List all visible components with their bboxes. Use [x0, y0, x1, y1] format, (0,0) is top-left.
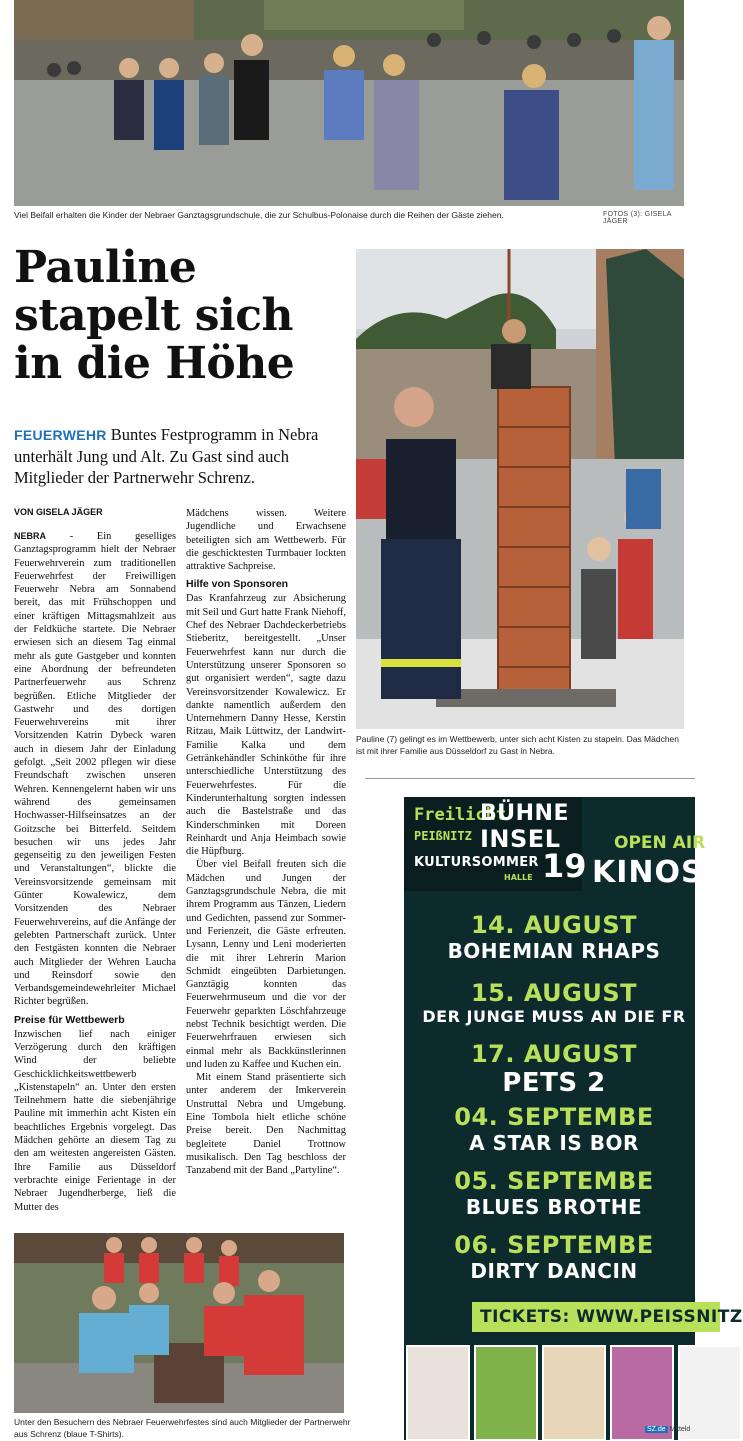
article-headline: Pauline stapelt sich in die Höhe [14, 242, 295, 389]
kino-advertisement [404, 797, 743, 1440]
movie-poster-dirty-dancing [406, 1345, 470, 1441]
paragraph-1: NEBRA - Ein geselliges Ganztagsprogramm hielt der Nebraer Feuerwehrverein zum traditionellen Feuerwehrfest der Freiwilligen Feuerwehr Nebra am Sonnabend bereit, das mit Frühschoppen und einer kräftigen Mittagsmahlzeit aus der Feldküche startete. Die Nebraer erwiesen sich an diesem Tag einmal mehr als gute Gastgeber und konnten eine Abordnung der befreundeten Partnerfeuerwehr aus Schrenz begrüßen. Etliche Mitglieder der Gastwehr und des dortigen Feuerwehrvereins mit ihrer Vorsitzenden Katrin Dybeck waren auch in diesem Jahr der Einladung gefolgt. „Seit 2002 pflegen wir diese Freundschaft zwischen unseren Wehren. Kennengelernt haben wir uns während des gemeinsamen Hochwasser-Hilfseinsatzes an der Goitzsche bei Bitterfeld. Seitdem besuchen wir uns jedes Jahr gegenseitig zu den jeweiligen Festen und Veranstaltungen“, blickte die Vereinsvorsitzende gemeinsam mit Günter Kowalewicz, dem Vorsitzenden des Nebraer Feuerwehrvereins, auf die Anfänge der gelebten Partnerschaft zurück. Unter den Festgästen konnten die Nebraer auch Mitglieder der Wehren Laucha und Reinsdorf sowie den Verbandsgemeindewehrleiter Michael Richter begrüßen. [14, 531, 176, 1008]
event-title: DIRTY DANCIN [470, 1259, 638, 1283]
event-6 [404, 1231, 704, 1283]
movie-poster-der-junge [474, 1345, 538, 1441]
paragraph-2: Inzwischen lief nach einiger Verzögerung durch den kräftigen Wind der beliebte Geschicklichkeitswettbewerb „Kistenstapeln“ an. Unter den ersten Teilnehmern hatte die siebenjährige Pauline mit immerhin acht Kisten ein beachtliches Ergebnis vorgelegt. Das Mädchen gehörte an diesem Tag zu den am weitesten angereisten Gästen. Ihre Familie aus Düsseldorf verbrachte einige Ferientage in der Nebraer Jugendherberge, ließ die Mutter des [14, 1028, 176, 1213]
event-date: 17. AUGUST [470, 1040, 638, 1068]
event-4 [404, 1103, 704, 1155]
logo-peissnitz: PEIßNITZ [414, 829, 472, 843]
event-5 [404, 1167, 704, 1219]
ad-divider [365, 778, 695, 779]
event-date: 04. SEPTEMBE [454, 1103, 654, 1131]
photo-credit: FOTOS (3): GISELA JÄGER [603, 211, 672, 225]
kultursommer-logo [404, 797, 587, 891]
footer-tag: SZ.de Mitteld [647, 1426, 691, 1433]
paragraph-6: Mit einem Stand präsentierte sich unter anderem der Imkerverein Unstruttal Nebra und Umgebung. Eine Tombola hielt etliche schöne Preise bereit. Den Nachmittag begleitete Daniel Trottnow musikalisch. Den Tag beschloss der Tanzabend mit der Band „Partyline“. [186, 1072, 346, 1177]
logo-kultursommer: KULTURSOMMER [414, 855, 539, 870]
logo-halle: HALLE [504, 873, 533, 882]
byline: VON GISELA JÄGER [14, 507, 103, 517]
event-title: DER JUNGE MUSS AN DIE FR [422, 1007, 686, 1026]
subheading-preise: Preise für Wettbewerb [14, 1013, 125, 1026]
logo-buehne: BÜHNE [480, 801, 569, 826]
event-title: BOHEMIAN RHAPS [447, 939, 661, 963]
article-column-1 [14, 530, 176, 1214]
deck-text: Buntes Festprogramm in Nebra unterhält Jung und Alt. Zu Gast sind auch Mitglieder der Partnerwehr Schrenz. [14, 425, 319, 487]
event-1 [404, 911, 704, 963]
open-air-label: OPEN AIR [614, 833, 706, 853]
kicker-label: FEUERWEHR [14, 427, 107, 443]
top-photo [14, 0, 684, 206]
tickets-banner: TICKETS: WWW.PEISSNITZ [472, 1302, 720, 1332]
event-date: 05. SEPTEMBE [454, 1167, 654, 1195]
sz-badge: SZ.de [647, 1426, 666, 1433]
event-2 [404, 979, 704, 1026]
logo-freilicht: Freilicht [414, 805, 507, 825]
right-photo-caption: Pauline (7) gelingt es im Wettbewerb, unter sich acht Kisten zu stapeln. Das Mädchen ist mit ihrer Familie aus Düsseldorf zu Gast in Nebra. [356, 734, 680, 756]
event-title: BLUES BROTHE [465, 1195, 643, 1219]
bottom-photo-caption: Unter den Besuchern des Nebraer Feuerwehrfestes sind auch Mitglieder der Partnerwehr aus Schrenz (blaue T-Shirts). [14, 1417, 351, 1439]
event-3 [404, 1040, 704, 1098]
paragraph-5: Über viel Beifall freuten sich die Mädchen und Jungen der Ganztagsgrundschule Nebra, die mit ihrem Programm aus Tänzen, Liedern und Gedichten, passend zur Sommer- und Ferienzeit, die Gäste erfreuten. Lysann, Lenny und Leni moderierten die mit ihrer Lehrerin Marion Schmidt eingeübten Darbietungen. Ganztägig konnten das Feuerwehrmuseum und die vor der Feuerwehr geparkten Löschfahrzeuge nebst Technik besichtigt werden. Die Feuerwehrfrauen erwiesen sich einmal mehr als Backkünstlerinnen und luden zu Kaffee und Kuchen ein. [186, 859, 346, 1070]
logo-year: 19 [542, 847, 587, 885]
movie-poster-star-is-born [542, 1345, 606, 1441]
top-photo-caption: Viel Beifall erhalten die Kinder der Nebraer Ganztagsgrundschule, die zur Schulbus-Polonaise durch die Reihen der Gäste ziehen. [14, 210, 504, 220]
dateline-place: NEBRA [14, 531, 47, 541]
logo-insel: INSEL [480, 825, 561, 853]
kinos-label: KINOS [592, 855, 704, 890]
event-title: A STAR IS BOR [469, 1131, 639, 1155]
event-date: 14. AUGUST [470, 911, 638, 939]
article-column-2 [186, 507, 346, 1178]
event-date: 15. AUGUST [470, 979, 638, 1007]
event-date: 06. SEPTEMBE [454, 1231, 654, 1259]
event-title: PETS 2 [502, 1068, 606, 1098]
bottom-photo [14, 1233, 344, 1413]
paragraph-3: Mädchens wissen. Weitere Jugendliche und Erwachsene beteiligten sich am Wettbewerb. Für die geschicktesten Turmbauer lockten attraktive Sachpreise. [186, 508, 346, 573]
right-photo [356, 249, 684, 729]
paragraph-4: Das Kranfahrzeug zur Absicherung mit Seil und Gurt hatte Frank Niehoff, Chef des Nebraer Dachdeckerbetriebs Stieberitz, bereitgestellt. „Unser Feuerwehrfest kann nur durch die Unterstützung unserer Sponsoren so gut organisiert werden“, sagte dazu Vereinsvorsitzender Kowalewicz. Er dankte namentlich außerdem den Unternehmern Danny Hesse, Kerstin Ritzau, Maik Lüttwitz, der Landwirt-Familie Kalka und dem Getränkehändler Schinköthe für ihre unterschiedliche Unterstützung des Feuerwehrfestes. Für die Kinderunterhaltung sorgten indessen auch die Bastelstraße und das Kinderschminken mit Doreen Reinhardt und Anja Heimbach sowie die Hüpfburg. [186, 593, 346, 858]
subheading-sponsoren: Hilfe von Sponsoren [186, 578, 289, 591]
article-deck [14, 424, 354, 488]
